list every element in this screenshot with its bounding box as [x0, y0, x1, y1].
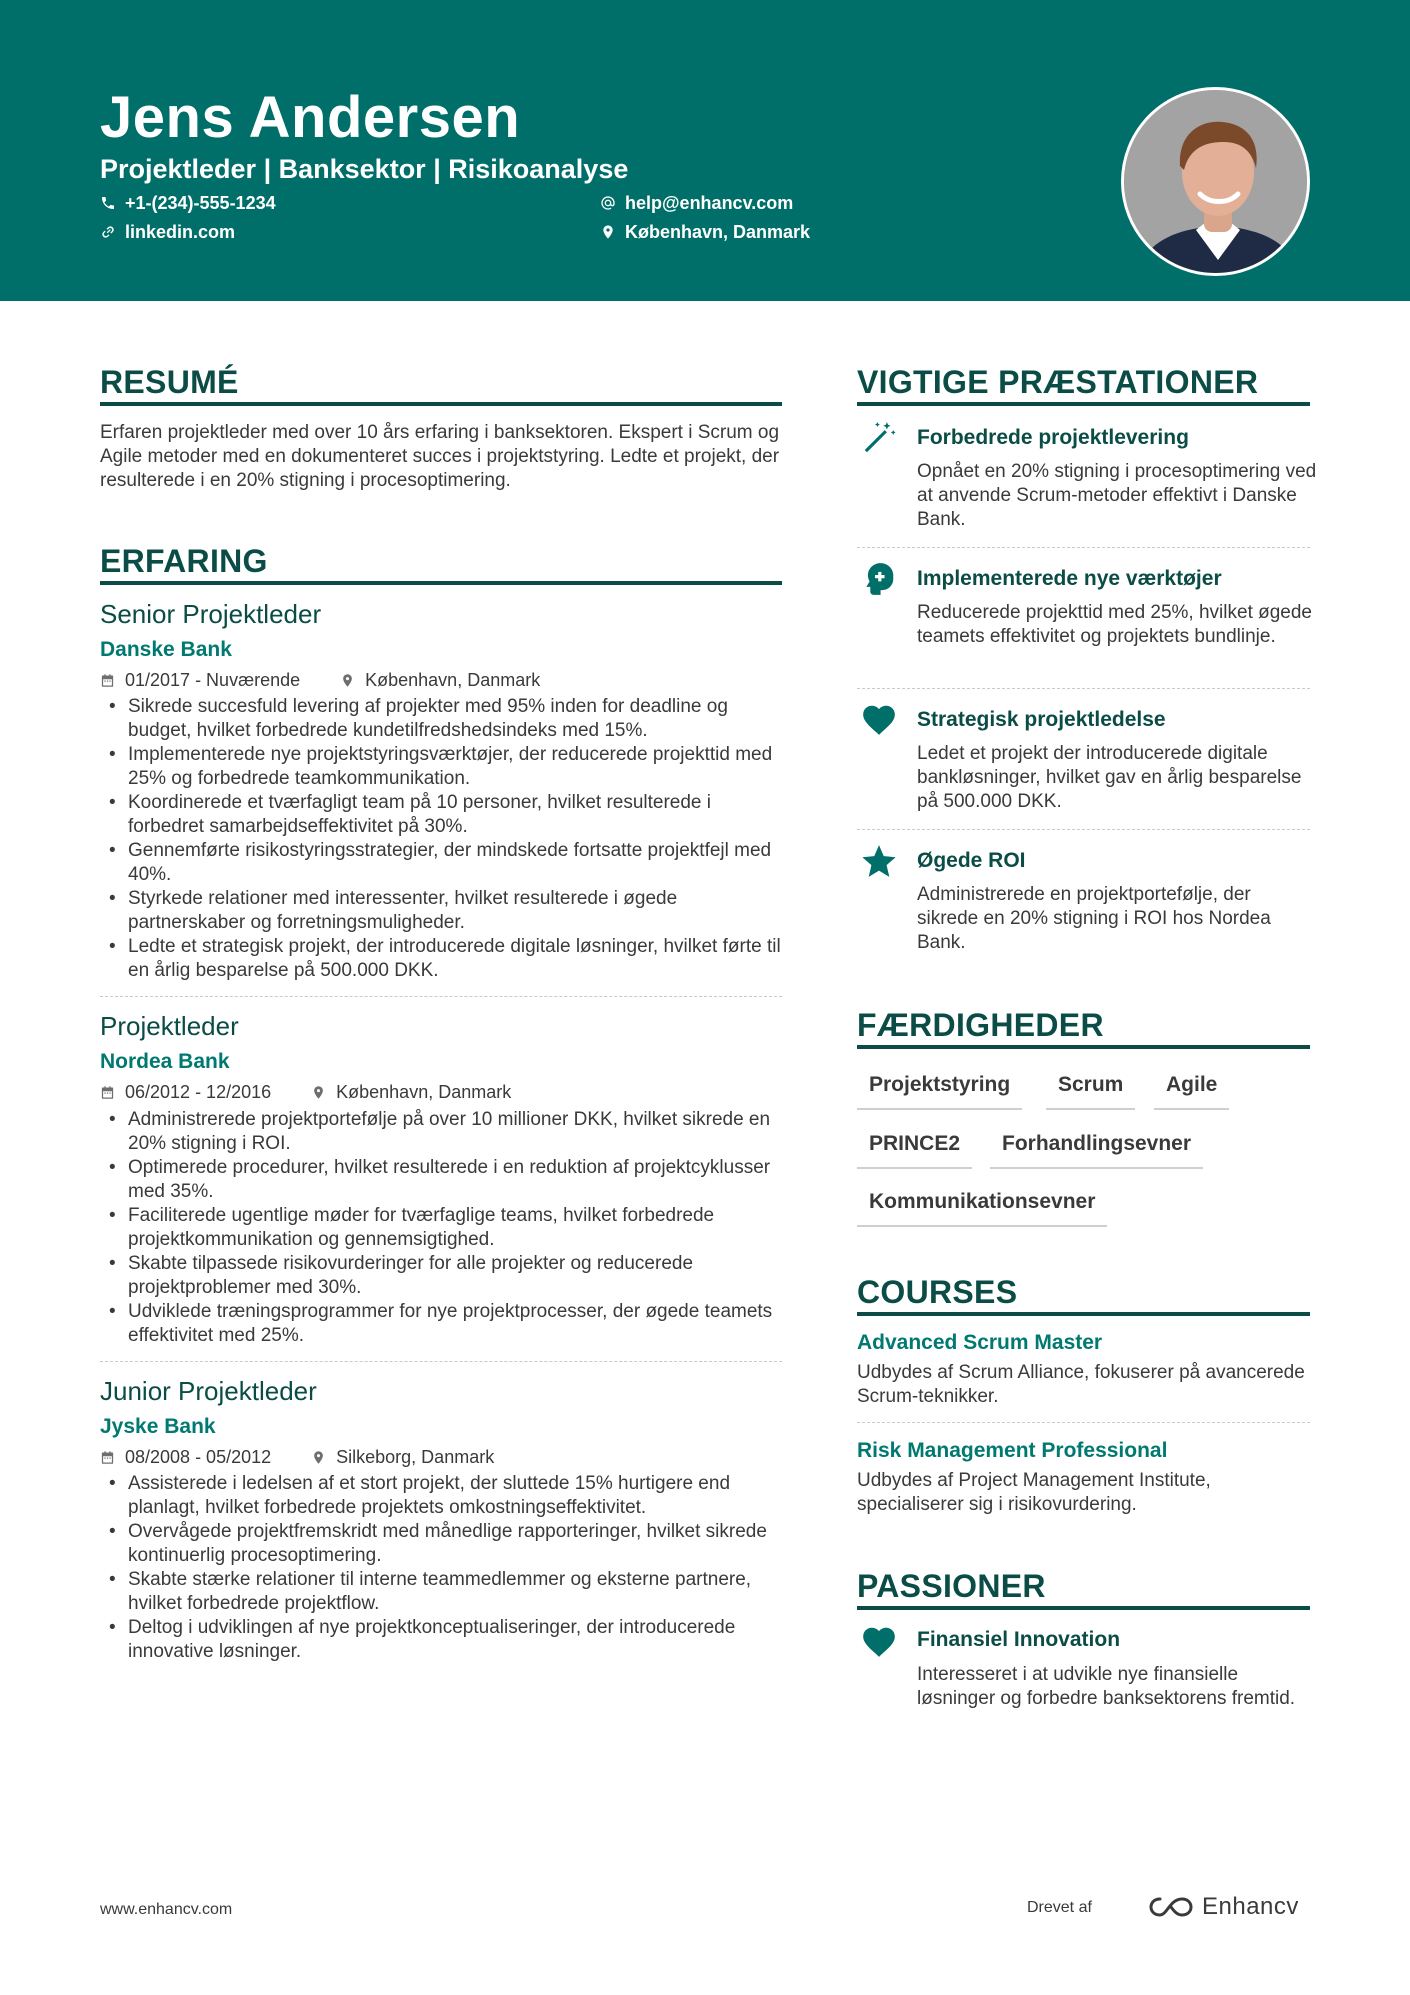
resume-header [0, 0, 1410, 301]
list-item: • Skabte stærke relationer til interne teammedlemmer og eksterne partnere, hvilket forbedrede projektflow. [100, 1568, 790, 1616]
divider [100, 996, 782, 997]
map-pin-icon [600, 224, 616, 240]
job-dates: 06/2012 - 12/2016 [125, 1082, 272, 1102]
calendar-icon [100, 673, 115, 688]
section-title-passions: PASSIONER [857, 1568, 1046, 1604]
heart-icon [860, 1623, 898, 1661]
job-company: Danske Bank [100, 638, 232, 661]
list-item: • Skabte tilpassede risikovurderinger for alle projekter og reducerede projektproblemer med 30%. [100, 1252, 790, 1300]
section-rule-achievements [857, 402, 1310, 406]
enhancv-logo[interactable] [1148, 1892, 1299, 1922]
section-title-courses: COURSES [857, 1274, 1018, 1310]
contact-phone[interactable] [100, 191, 276, 215]
link-icon [100, 224, 116, 240]
section-rule-courses [857, 1312, 1310, 1316]
list-item: • Gennemførte risikostyringsstrategier, der mindskede fortsatte projektfejl med 40%. [100, 839, 790, 887]
course-text: Udbydes af Scrum Alliance, fokuserer på avancerede Scrum-teknikker. [857, 1362, 1305, 1407]
achievement-text: Reducerede projekttid med 25%, hvilket øgede teamets effektivitet og projektets bundlinje. [917, 602, 1313, 647]
job-bullets [100, 1108, 790, 1348]
phone-icon [100, 195, 116, 211]
list-item: • Deltog i udviklingen af nye projektkonceptualiseringer, der introducerede innovative løsninger. [100, 1616, 790, 1664]
skill-tag: Kommunikationsevner [857, 1189, 1107, 1227]
list-item: • Faciliterede ugentlige møder for tværfaglige teams, hvilket forbedrede projektkommunikation og gennemsigtighed. [100, 1204, 790, 1252]
skill-tag: Agile [1154, 1072, 1229, 1110]
achievement-title: Forbedrede projektlevering [917, 426, 1189, 449]
skill-tag: Projektstyring [857, 1072, 1022, 1110]
achievement-title: Implementerede nye værktøjer [917, 567, 1222, 590]
location-text: København, Danmark [625, 222, 811, 242]
achievement-text: Ledet et projekt der introducerede digitale bankløsninger, hvilket gav en årlig besparelse på 500.000 DKK. [917, 743, 1302, 812]
job-role: Junior Projektleder [100, 1376, 317, 1406]
email-text: help@enhancv.com [625, 193, 794, 213]
calendar-icon [100, 1450, 115, 1465]
list-item: • Implementerede nye projektstyringsværktøjer, der reducerede projekttid med 25% og forbedrede teamkommunikation. [100, 743, 790, 791]
divider [857, 688, 1310, 689]
head-brain-icon [860, 560, 898, 598]
skill-tag: Scrum [1046, 1072, 1135, 1110]
infinity-logo-icon [1148, 1893, 1194, 1921]
passion-title: Finansiel Innovation [917, 1628, 1121, 1651]
section-title-summary: RESUMÉ [100, 364, 239, 400]
achievement-text: Opnået en 20% stigning i procesoptimering ved at anvende Scrum-metoder effektivt i Danske Bank. [917, 461, 1317, 530]
contact-linkedin[interactable] [100, 220, 235, 244]
job-company: Nordea Bank [100, 1050, 230, 1073]
passion-text: Interesseret i at udvikle nye finansielle løsninger og forbedre banksektorens fremtid. [917, 1664, 1296, 1709]
skill-tag: PRINCE2 [857, 1131, 972, 1169]
list-item: • Koordinerede et tværfagligt team på 10 personer, hvilket resulterede i forbedret samarbejdseffektivitet på 30%. [100, 791, 790, 839]
heart-icon [860, 701, 898, 739]
divider [857, 829, 1310, 830]
section-rule-skills [857, 1045, 1310, 1049]
section-title-skills: FÆRDIGHEDER [857, 1007, 1104, 1043]
brand-name: Enhancv [1202, 1893, 1299, 1920]
course-title: Advanced Scrum Master [857, 1331, 1103, 1354]
achievement-title: Strategisk projektledelse [917, 708, 1166, 731]
map-pin-icon [340, 673, 355, 688]
footer-built-with: Drevet af [1027, 1899, 1092, 1916]
divider [857, 1422, 1310, 1423]
list-item: • Overvågede projektfremskridt med månedlige rapporteringer, hvilket sikrede kontinuerlig procesoptimering. [100, 1520, 790, 1568]
list-item: • Administrerede projektportefølje på over 10 millioner DKK, hvilket sikrede en 20% stigning i ROI. [100, 1108, 790, 1156]
job-dates: 01/2017 - Nuværende [125, 670, 301, 690]
list-item: • Optimerede procedurer, hvilket resulterede i en reduktion af projektcyklusser med 35%. [100, 1156, 790, 1204]
linkedin-text: linkedin.com [125, 222, 236, 242]
section-rule-summary [100, 402, 782, 406]
footer-website[interactable]: www.enhancv.com [100, 1901, 233, 1918]
map-pin-icon [311, 1085, 326, 1100]
job-location: København, Danmark [336, 1082, 512, 1102]
candidate-name: Jens Andersen [100, 85, 521, 150]
job-role: Projektleder [100, 1011, 239, 1041]
job-bullets [100, 1472, 790, 1664]
candidate-headline: Projektleder | Banksektor | Risikoanalyse [100, 154, 629, 184]
list-item: • Ledte et strategisk projekt, der introducerede digitale løsninger, hvilket førte til en årlig besparelse på 500.000 DKK. [100, 935, 790, 983]
skill-tag: Forhandlingsevner [990, 1131, 1203, 1169]
section-rule-passions [857, 1606, 1310, 1610]
magic-wand-icon [860, 419, 898, 457]
job-meta [100, 668, 540, 692]
job-location: København, Danmark [365, 670, 541, 690]
job-role: Senior Projektleder [100, 599, 322, 629]
list-item: • Udviklede træningsprogrammer for nye projektprocesser, der øgede teamets effektivitet med 25%. [100, 1300, 790, 1348]
achievement-title: Øgede ROI [917, 849, 1026, 872]
section-title-experience: ERFARING [100, 543, 268, 579]
star-icon [860, 842, 898, 880]
job-meta [100, 1445, 494, 1469]
calendar-icon [100, 1085, 115, 1100]
list-item: • Sikrede succesfuld levering af projekter med 95% inden for deadline og budget, hvilket forbedrede kundetilfredshedsindeks med 15%. [100, 695, 790, 743]
divider [857, 547, 1310, 548]
divider [100, 1361, 782, 1362]
list-item: • Styrkede relationer med interessenter, hvilket resulterede i øgede partnerskaber og forretningsmuligheder. [100, 887, 790, 935]
section-rule-experience [100, 581, 782, 585]
list-item: • Assisterede i ledelsen af et stort projekt, der sluttede 15% hurtigere end planlagt, hvilket forbedrede projektets omkostningseffektivitet. [100, 1472, 790, 1520]
job-meta [100, 1080, 511, 1104]
contact-location [600, 220, 810, 244]
job-company: Jyske Bank [100, 1415, 216, 1438]
map-pin-icon [311, 1450, 326, 1465]
profile-photo [1121, 87, 1310, 276]
job-location: Silkeborg, Danmark [336, 1447, 495, 1467]
achievement-text: Administrerede en projektportefølje, der sikrede en 20% stigning i ROI hos Nordea Bank. [917, 884, 1271, 953]
contact-email[interactable] [600, 191, 793, 215]
course-title: Risk Management Professional [857, 1439, 1168, 1462]
job-bullets [100, 695, 790, 983]
job-dates: 08/2008 - 05/2012 [125, 1447, 272, 1467]
summary-text: Erfaren projektleder med over 10 års erfaring i banksektoren. Ekspert i Scrum og Agile metoder med en dokumenteret succes i projektstyring. Ledte et projekt, der resulterede i en 20% stigning i procesoptimering. [100, 422, 780, 491]
section-title-achievements: VIGTIGE PRÆSTATIONER [857, 364, 1259, 400]
course-text: Udbydes af Project Management Institute, specialiserer sig i risikovurdering. [857, 1470, 1211, 1515]
phone-text: +1-(234)-555-1234 [125, 193, 276, 213]
at-sign-icon [600, 195, 616, 211]
